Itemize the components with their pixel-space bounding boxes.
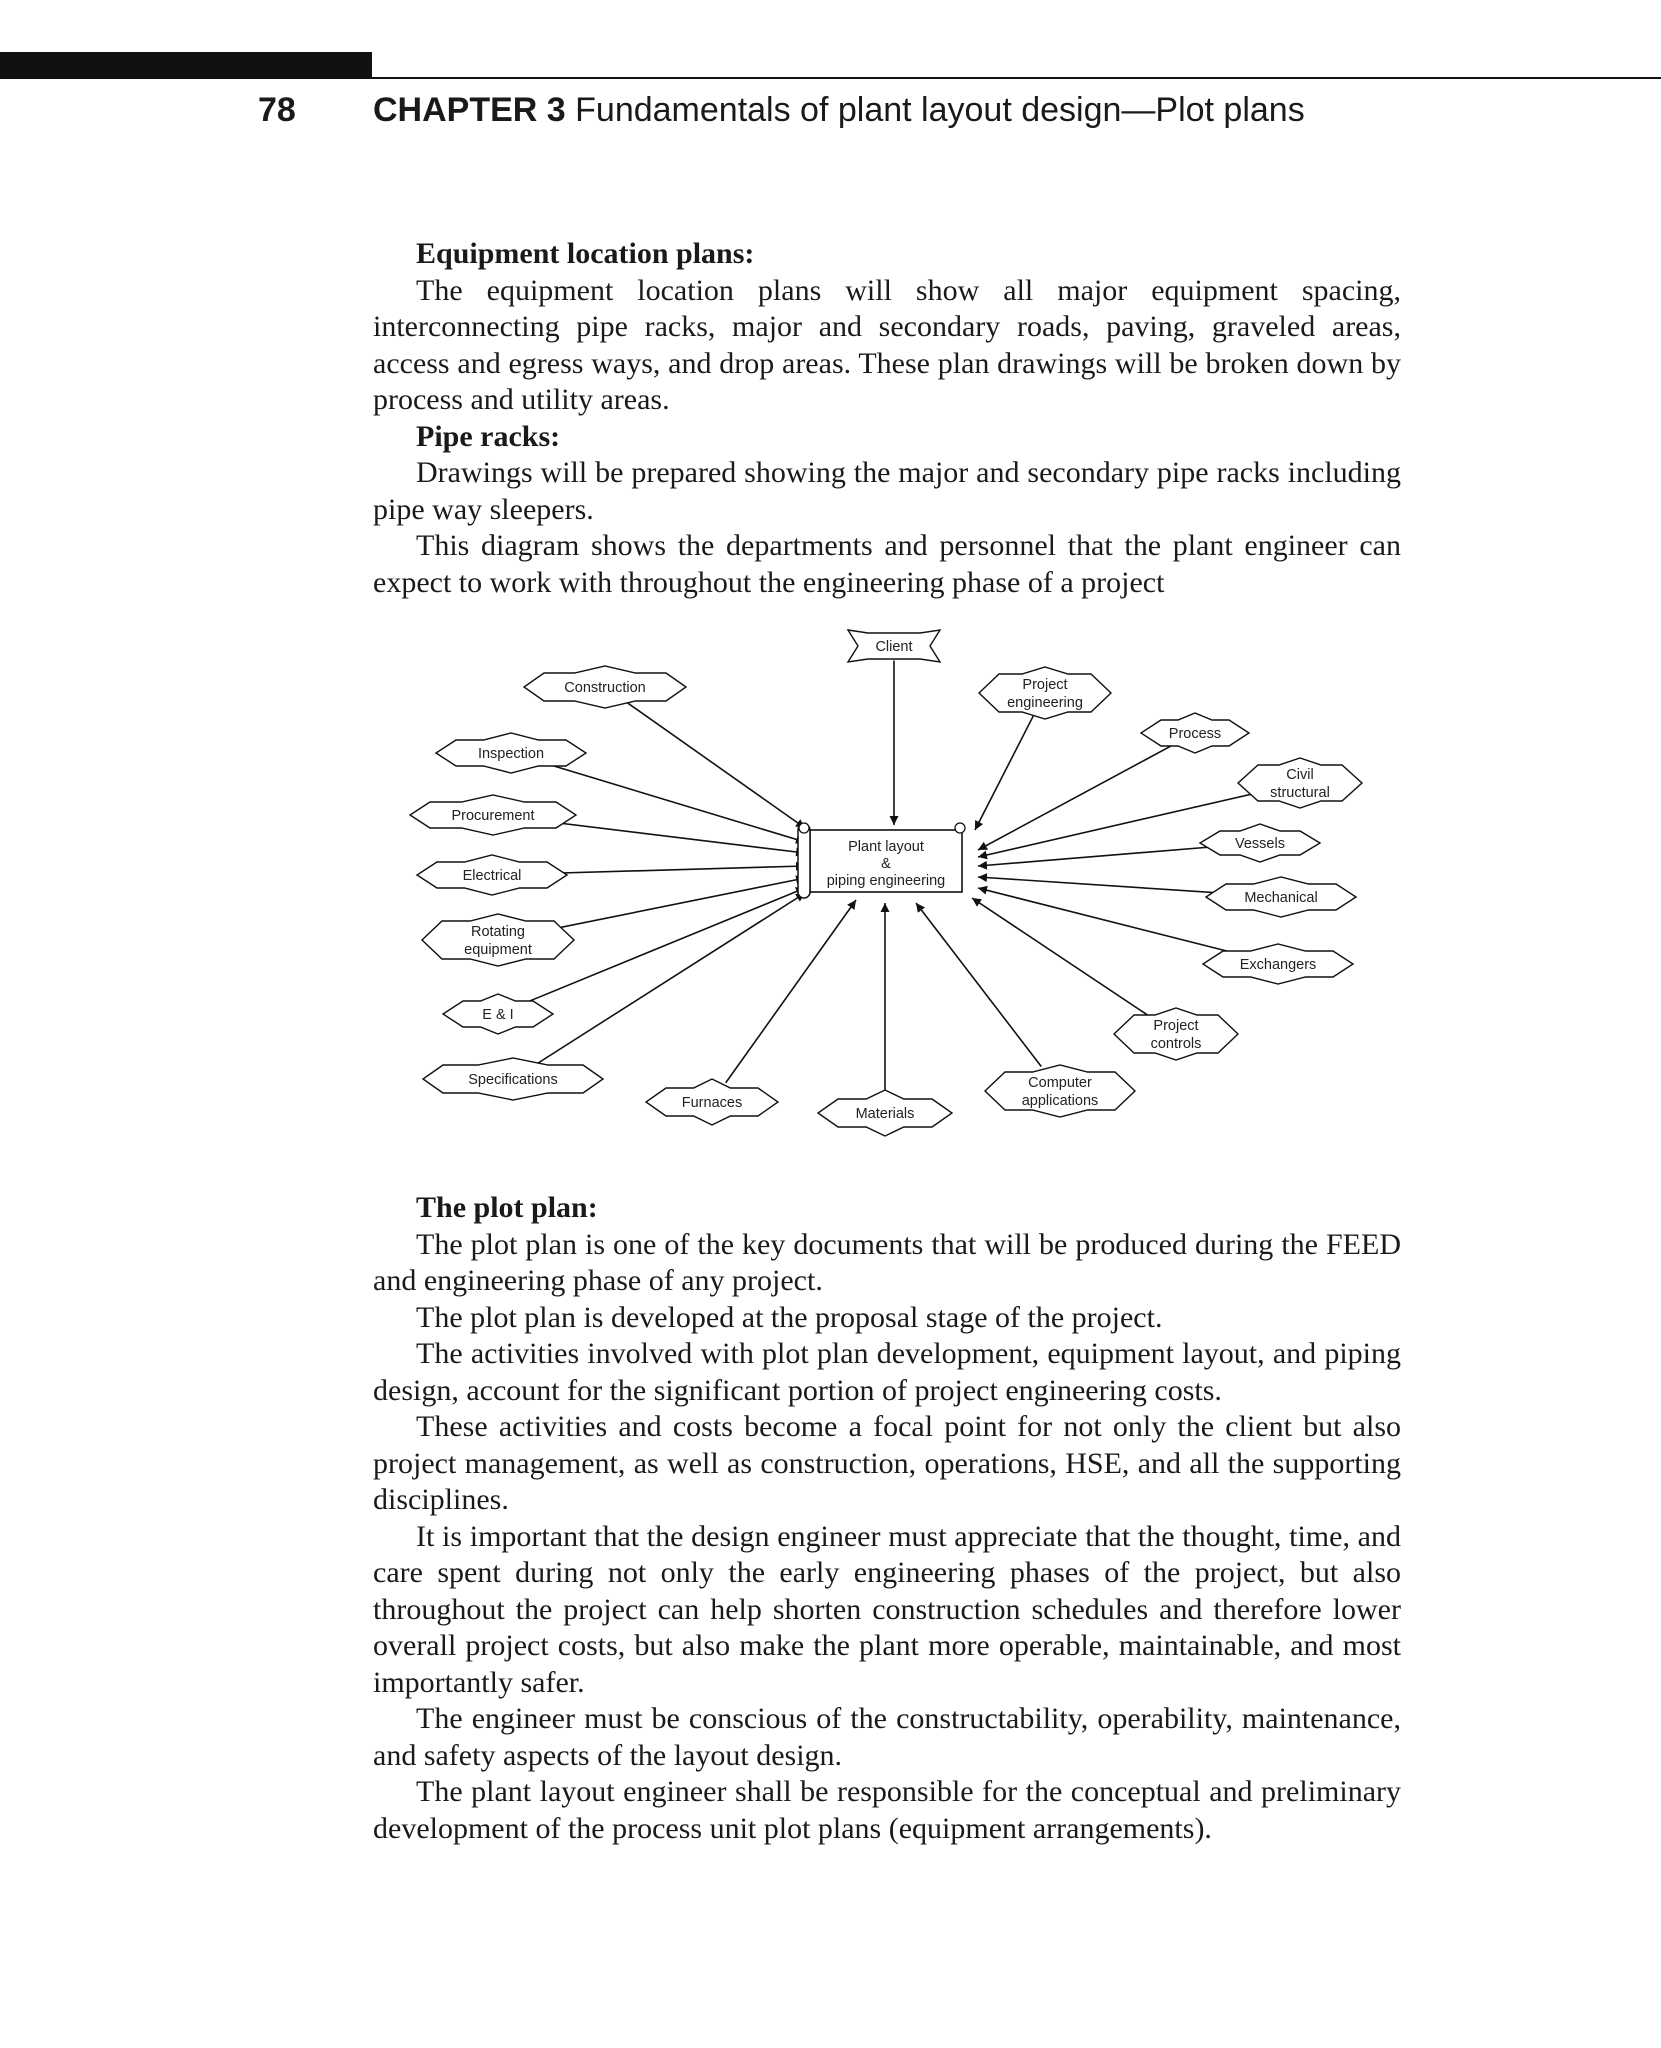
node-e-and-i-label: E & I [482,1007,514,1023]
node-furnaces-label: Furnaces [681,1095,743,1111]
node-project-engineering-label: Project [1022,677,1068,693]
arrow-inspection [532,759,805,842]
paragraph-equipment-location-plans: The equipment location plans will show all major equipment spacing, interconnecting pipe racks, major and secondary roads, paving, graveled areas, access and egress ways, and drop areas. These plan drawings will be broken down by process and utility areas. [373,273,1401,416]
center-label-line: Plant layout [848,839,924,855]
node-project-controls-label: controls [1150,1036,1202,1052]
node-exchangers-label: Exchangers [1239,957,1317,973]
arrow-rotating-equipment [529,878,805,934]
node-inspection-label: Inspection [477,746,545,762]
node-project-controls-label: Project [1153,1018,1199,1034]
arrow-project-engineering [975,716,1033,830]
node-procurement-label: Procurement [451,808,535,824]
node-computer-applications-label: applications [1021,1093,1099,1109]
arrow-construction [624,701,805,828]
node-computer-applications [985,1065,1135,1117]
chapter-title-text: Fundamentals of plant layout design—Plot plans [575,91,1305,129]
node-mechanical [1206,877,1356,917]
paragraph-plot-plan-7: The plant layout engineer shall be responsible for the conceptual and preliminary development of the process unit plot plans (equipment arrangements). [373,1775,1401,1845]
node-process [1141,713,1249,753]
paragraph-pipe-racks: Drawings will be prepared showing the major and secondary pipe racks including pipe way sleepers. [373,456,1401,526]
node-civil-structural [1238,758,1362,808]
node-specifications-label: Specifications [468,1072,558,1088]
arrow-computer-applications [916,903,1041,1067]
node-computer-applications-label: Computer [1028,1075,1092,1091]
center-plant-layout-box [798,823,965,898]
node-e-and-i [443,994,553,1034]
paragraph-plot-plan-3: The activities involved with plot plan development, equipment layout, and piping design, account for the significant portion of project engineering costs. [373,1337,1401,1407]
running-header [0,88,1661,136]
node-process-label: Process [1168,726,1222,742]
center-label-line: & [881,856,891,872]
node-rotating-equipment-label: Rotating [470,924,526,940]
center-label-line: piping engineering [826,873,946,889]
paragraph-plot-plan-6: The engineer must be conscious of the constructability, operability, maintenance, and safety aspects of the layout design. [373,1702,1401,1772]
node-vessels-label: Vessels [1235,836,1285,852]
node-construction-label: Construction [564,680,646,696]
node-project-controls [1114,1008,1238,1060]
chapter-label: CHAPTER 3 [373,91,566,129]
node-inspection [436,733,586,773]
top-text-section [373,236,1401,601]
paragraph-plot-plan-1: The plot plan is one of the key documents that will be produced during the FEED and engineering phase of any project. [373,1227,1401,1297]
paragraph-diagram-intro: This diagram shows the departments and personnel that the plant engineer can expect to work with throughout the engineering phase of a project [373,529,1401,599]
paragraph-plot-plan-5: It is important that the design engineer must appreciate that the thought, time, and care spent during not only the early engineering phases of the project, but also throughout the project can help shorten construction schedules and therefore lower overall project costs, but also make the plant more operable, maintainable, and most importantly safer. [373,1519,1401,1699]
node-rotating-equipment [422,914,574,966]
header-bar [0,52,372,79]
node-procurement [410,795,576,835]
header-rule [372,77,1661,79]
node-electrical [417,855,567,895]
node-mechanical-label: Mechanical [1244,890,1318,906]
node-materials [818,1090,952,1136]
page-number: 78 [258,91,296,129]
heading-pipe-racks: Pipe racks: [416,419,561,453]
paragraph-plot-plan-4: These activities and costs become a focal point for not only the client but also project management, as well as construction, operations, HSE, and all the supporting disciplines. [373,1410,1401,1516]
arrow-project-controls [972,898,1156,1021]
node-electrical-label: Electrical [462,868,522,884]
node-project-engineering [979,667,1111,719]
node-construction [524,666,686,708]
arrow-furnaces [726,900,856,1083]
chapter-title [373,88,1305,132]
node-civil-structural-label: structural [1270,785,1330,801]
node-civil-structural-label: Civil [1286,767,1314,783]
paragraph-plot-plan-2: The plot plan is developed at the proposal stage of the project. [416,1300,1163,1334]
departments-diagram [380,620,1400,1140]
node-rotating-equipment-label: equipment [464,942,532,958]
node-furnaces [646,1079,778,1125]
node-client-label: Client [875,639,913,655]
node-project-engineering-label: engineering [1007,695,1083,711]
heading-plot-plan: The plot plan: [416,1191,598,1224]
heading-equipment-location-plans: Equipment location plans: [416,237,755,270]
arrow-specifications [533,893,805,1066]
diagram-svg [380,620,1400,1140]
node-vessels [1200,824,1320,862]
node-specifications [423,1058,603,1100]
node-client [848,630,940,662]
node-materials-label: Materials [855,1106,915,1122]
bottom-text-section [373,1190,1401,1847]
